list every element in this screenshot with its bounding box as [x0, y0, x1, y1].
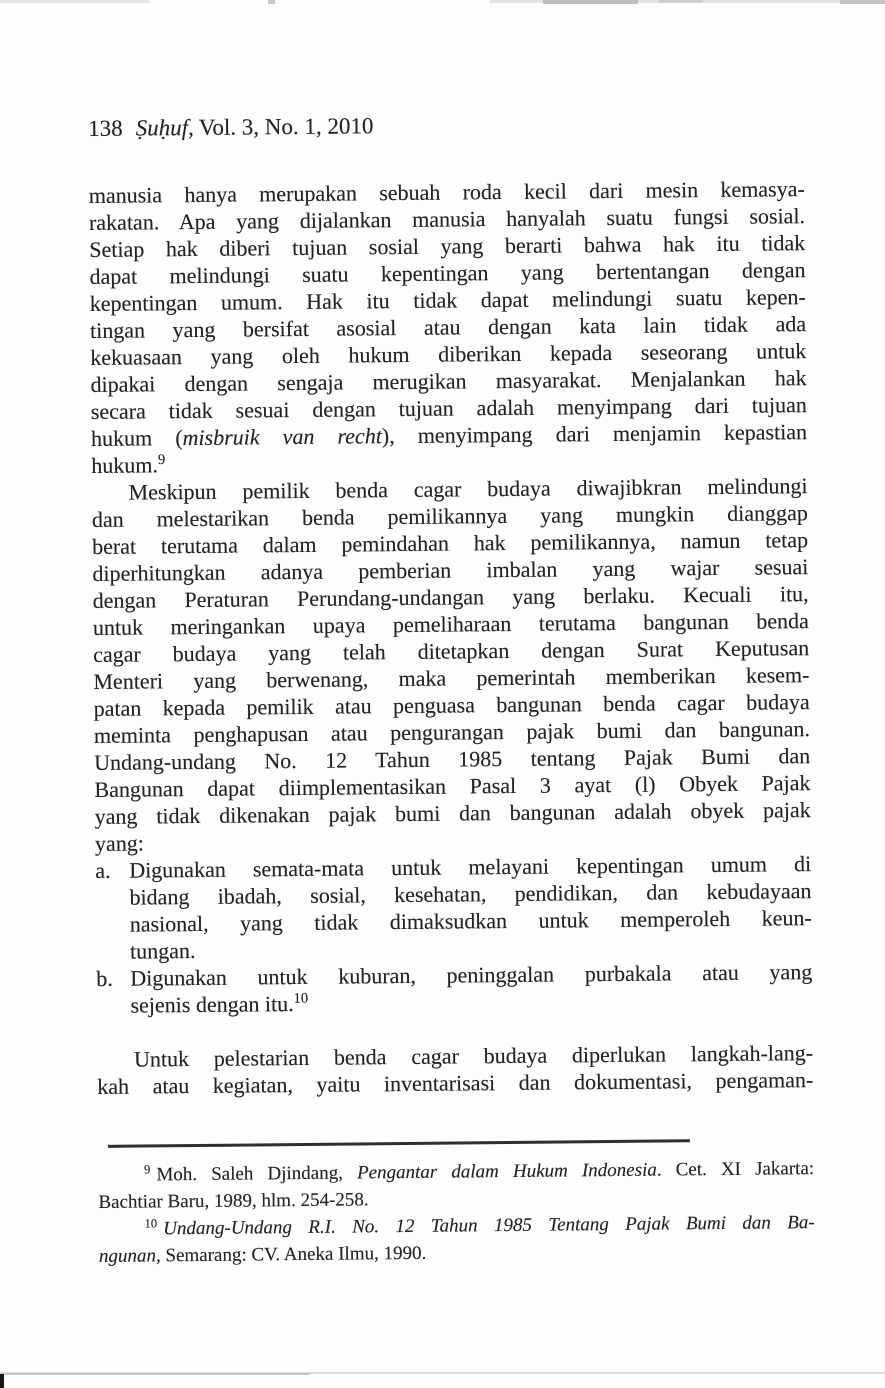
- running-header: [88, 109, 804, 142]
- text-line: tungan.: [129, 938, 196, 964]
- list-marker: b.: [96, 965, 113, 991]
- text-line: Bangunan dapat diimplementasikan Pasal 3 ayat (l) Obyek Pajak: [94, 770, 811, 802]
- footnote-marker: 10: [144, 1216, 158, 1231]
- page-content: [88, 109, 815, 1270]
- text-line: ngunan, Semarang: CV. Aneka Ilmu, 1990.: [98, 1242, 427, 1267]
- text-line: dapat melindungi suatu kepentingan yang bertentangan dengan: [89, 257, 806, 289]
- text-line: Setiap hak diberi tujuan sosial yang berarti bahwa hak itu tidak: [89, 230, 806, 262]
- footnote-9: [98, 1155, 814, 1216]
- text-line: Digunakan untuk kuburan, peninggalan purbakala atau yang: [130, 959, 813, 991]
- book-title: Pengantar dalam Hukum Indonesia: [356, 1159, 657, 1184]
- latin-term: misbruik van recht: [182, 423, 382, 451]
- text-line: Untuk pelestarian benda cagar budaya diperlukan langkah-lang-: [133, 1040, 814, 1072]
- text-line: bidang ibadah, sosial, kesehatan, pendidikan, dan kebudayaan: [129, 878, 812, 910]
- list-item-a: [95, 850, 812, 965]
- law-title: Undang-Undang R.I. No. 12 Tahun 1985 Tentang Pajak Bumi dan Ba-: [163, 1212, 815, 1240]
- text-line: untuk meringankan upaya pemeliharaan terutama bangunan benda: [92, 608, 809, 640]
- scan-artifact-top: [268, 0, 275, 4]
- text-line: Bachtiar Baru, 1989, hlm. 254-258.: [98, 1189, 369, 1213]
- text-line: diperhitungkan adanya pemberian imbalan yang wajar sesuai: [92, 554, 809, 586]
- text-line: Undang-undang No. 12 Tahun 1985 tentang Pajak Bumi dan: [94, 743, 811, 775]
- paragraph-1: [89, 175, 808, 479]
- text-line: manusia hanya merupakan sebuah roda kecil dari mesin kemasya-: [88, 176, 805, 208]
- text-line: cagar budaya yang telah ditetapkan dengan Surat Keputusan: [93, 635, 810, 667]
- text-line: berat terutama dalam pemindahan hak pemilikannya, namun tetap: [92, 527, 809, 559]
- text-line: yang tidak dikenakan pajak bumi dan bangunan adalah obyek pajak: [94, 797, 811, 829]
- text-line: dipakai dengan sengaja merugikan masyarakat. Menjalankan hak: [90, 365, 807, 397]
- text-line: Meskipun pemilik benda cagar budaya diwajibkran melindungi: [128, 473, 808, 505]
- text-line: hukum (misbruik van recht), menyimpang dari menjamin kepastian: [90, 419, 808, 451]
- text-line: yang:: [94, 830, 144, 856]
- scan-artifact-top: [543, 0, 638, 4]
- text-line: meminta penghapusan atau pengurangan pajak bumi dan bangunan.: [93, 716, 811, 748]
- footnotes: [98, 1155, 815, 1270]
- paragraph-3: [97, 1039, 813, 1100]
- scan-artifact-bottom: [0, 1373, 310, 1375]
- page-number: 138: [88, 115, 123, 141]
- footnote-separator-rule: [108, 1139, 690, 1148]
- law-title: ngunan,: [98, 1245, 161, 1267]
- journal-title: Ṣuḥuf,: [135, 114, 194, 141]
- text-line: secara tidak sesuai dengan tujuan adalah menyimpang dari tujuan: [90, 392, 807, 424]
- scan-artifact-top: [658, 0, 703, 3]
- text-line: tingan yang bersifat asosial atau dengan kata lain tidak ada: [89, 311, 807, 343]
- text-line: rakatan. Apa yang dijalankan manusia hanyalah suatu fungsi sosial.: [88, 203, 806, 235]
- footnote-10: [99, 1209, 815, 1270]
- scan-artifact-top: [0, 0, 150, 3]
- paragraph-2: [91, 472, 811, 857]
- text-line: kah atau kegiatan, yaitu inventarisasi dan dokumentasi, pengaman-: [97, 1067, 814, 1099]
- text-line: patan kepada pemilik atau penguasa bangunan benda cagar budaya: [93, 689, 810, 721]
- journal-issue: Vol. 3, No. 1, 2010: [198, 113, 374, 140]
- text-line: $^9$ Moh. Saleh Djindang, Pengantar dalam Hukum Indonesia. Cet. XI Jakarta:: [144, 1158, 815, 1186]
- text-line: nasional, yang tidak dimaksudkan untuk memperoleh keun-: [129, 905, 812, 937]
- list-marker: a.: [95, 857, 111, 883]
- footnote-marker: 9: [144, 1162, 151, 1177]
- scan-artifact-bottom: [0, 1374, 4, 1388]
- text-line: dan melestarikan benda pemilikannya yang mungkin dianggap: [91, 500, 808, 532]
- list-item-b: [96, 958, 812, 1019]
- text-line: sejenis dengan itu.$^{10}$: [130, 990, 309, 1018]
- text-line: dengan Peraturan Perundang-undangan yang berlaku. Kecuali itu,: [92, 581, 809, 613]
- text-line: kekuasaan yang oleh hukum diberikan kepada seseorang untuk: [90, 338, 807, 370]
- body-text: [89, 175, 814, 1100]
- footnote-ref-10: 10: [293, 990, 309, 1007]
- scan-artifact-top: [840, 0, 885, 4]
- text-line: Digunakan semata-mata untuk melayani kepentingan umum di: [129, 851, 812, 883]
- text-line: hukum.$^9$: [91, 451, 166, 478]
- text-line: kepentingan umum. Hak itu tidak dapat melindungi suatu kepen-: [89, 284, 806, 316]
- text-line: Menteri yang berwenang, maka pemerintah memberikan kesem-: [93, 662, 810, 694]
- footnote-ref-9: 9: [157, 451, 166, 469]
